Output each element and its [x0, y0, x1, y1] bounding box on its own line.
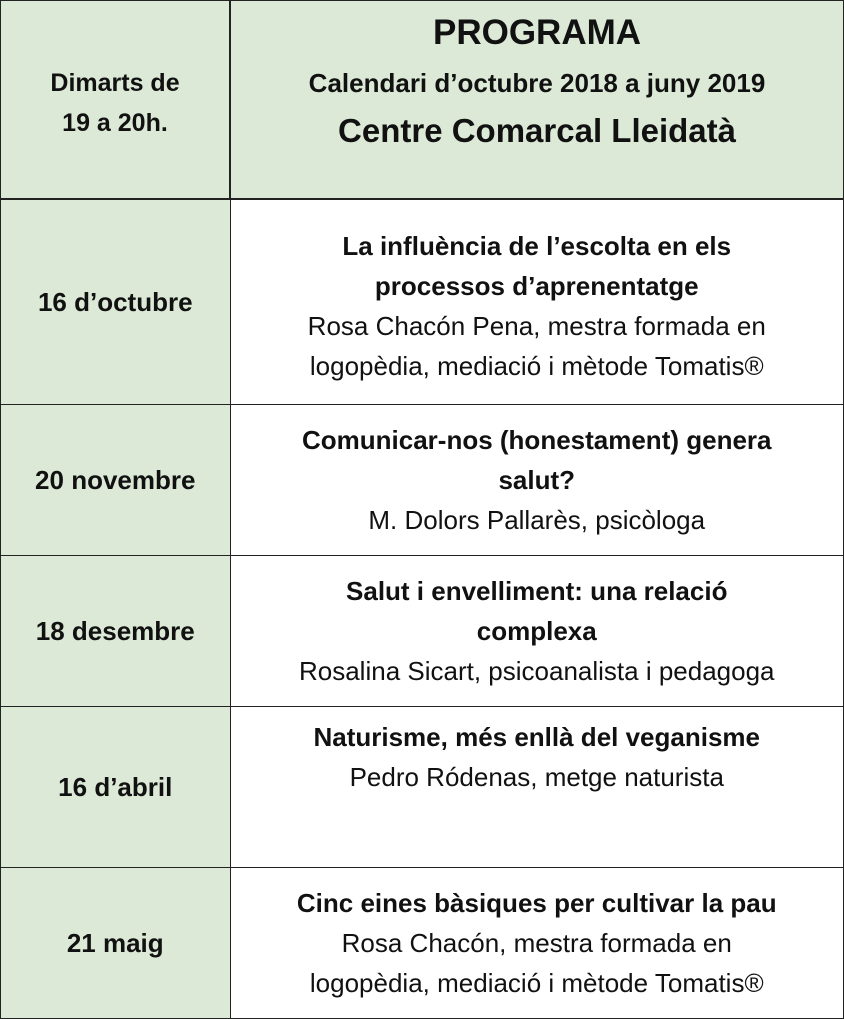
session-date-cell [1, 405, 231, 556]
talk-title: Cinc eines bàsiques per cultivar la pau [296, 888, 777, 918]
session-row [1, 199, 844, 405]
talk-title: Naturisme, més enllà del veganisme [313, 722, 761, 752]
session-info-cell [230, 707, 844, 868]
talk-title: complexa [476, 616, 597, 646]
session-info-cell [230, 405, 844, 556]
schedule-day-line: Dimarts de [50, 68, 180, 97]
talk-title: Salut i envelliment: una relació [346, 576, 728, 606]
session-row [1, 405, 844, 556]
program-title: PROGRAMA [432, 13, 642, 52]
talk-title: salut? [498, 465, 576, 495]
speaker: logopèdia, mediació i mètode Tomatis® [309, 968, 764, 998]
session-row [1, 556, 844, 707]
talk-title: Comunicar-nos (honestament) genera [301, 425, 772, 455]
session-row [1, 707, 844, 868]
header-row [1, 1, 844, 200]
session-date-cell [1, 707, 231, 868]
session-info-cell [230, 556, 844, 707]
schedule-cell [1, 1, 231, 200]
session-date: 21 maig [66, 928, 164, 958]
session-date: 16 d’octubre [37, 287, 193, 317]
title-cell [230, 1, 844, 200]
speaker: Rosalina Sicart, psicoanalista i pedagoga [298, 656, 775, 686]
speaker: Pedro Ródenas, metge naturista [349, 762, 724, 792]
session-date: 16 d’abril [58, 772, 173, 802]
venue-name: Centre Comarcal Lleidatà [338, 112, 736, 149]
session-info-cell [230, 868, 844, 1019]
session-date: 18 desembre [35, 616, 195, 646]
speaker: Rosa Chacón, mestra formada en [341, 928, 732, 958]
session-date-cell [1, 868, 231, 1019]
speaker: logopèdia, mediació i mètode Tomatis® [309, 351, 764, 381]
speaker: M. Dolors Pallarès, psicòloga [368, 505, 706, 535]
session-date-cell [1, 556, 231, 707]
talk-title: La influència de l’escolta en els [342, 231, 732, 261]
session-date: 20 novembre [35, 465, 196, 495]
speaker: Rosa Chacón Pena, mestra formada en [307, 311, 766, 341]
session-info-cell [230, 199, 844, 405]
session-date-cell [1, 199, 231, 405]
schedule-time-line: 19 a 20h. [62, 108, 168, 137]
calendar-subtitle: Calendari d’octubre 2018 a juny 2019 [308, 68, 766, 98]
session-row [1, 868, 844, 1019]
talk-title: processos d’aprenentatge [374, 271, 699, 301]
